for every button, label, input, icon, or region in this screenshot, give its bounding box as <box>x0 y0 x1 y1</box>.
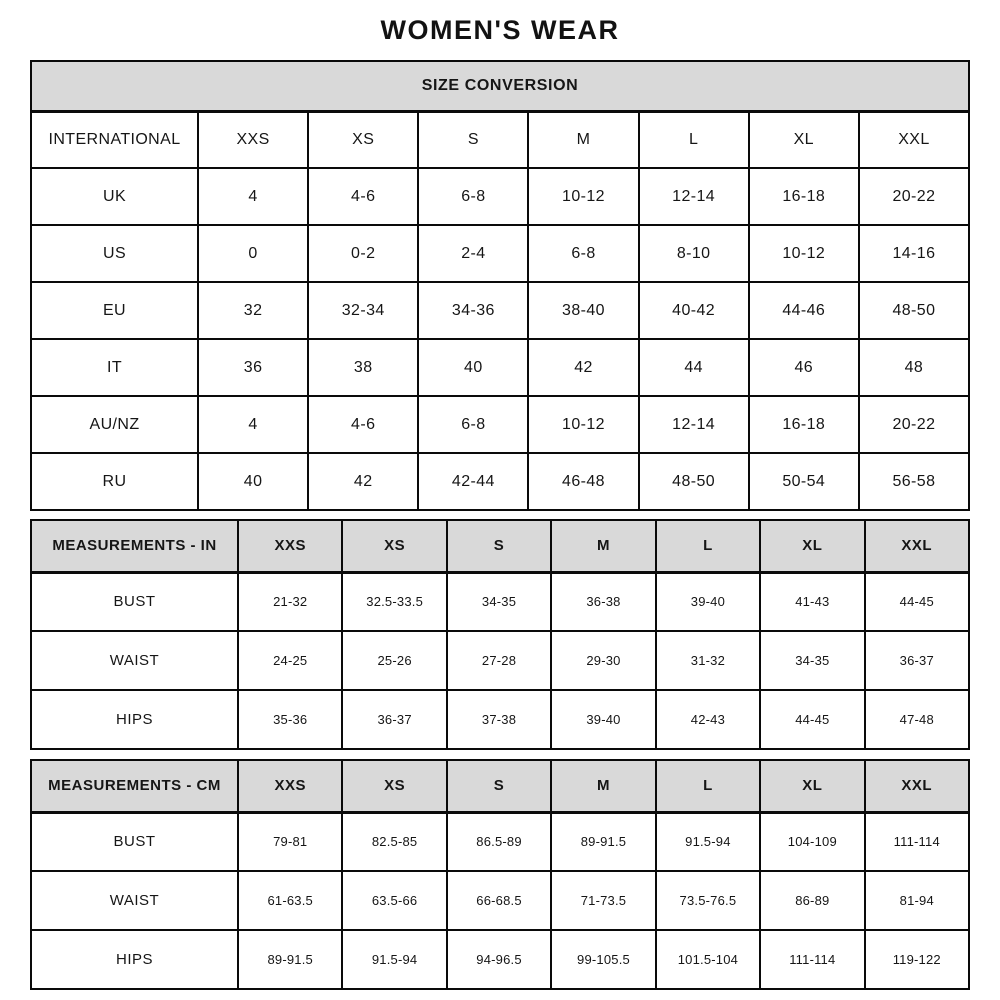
size-cell: 10-12 <box>749 225 859 282</box>
size-column-header: S <box>418 111 528 168</box>
table-row <box>31 631 969 690</box>
size-column-header: M <box>551 520 655 572</box>
row-label: BUST <box>31 812 238 871</box>
size-cell: 14-16 <box>859 225 969 282</box>
table-row <box>31 930 969 989</box>
size-cell: 0-2 <box>308 225 418 282</box>
size-cell: 48-50 <box>639 453 749 510</box>
size-column-header: XS <box>342 520 446 572</box>
row-label: RU <box>31 453 198 510</box>
size-cell: 48-50 <box>859 282 969 339</box>
size-cell: 4 <box>198 168 308 225</box>
measurements-in-table <box>30 519 970 750</box>
size-column-header: L <box>656 760 760 812</box>
size-column-header: L <box>656 520 760 572</box>
size-cell: 36-37 <box>865 631 969 690</box>
size-cell: 48 <box>859 339 969 396</box>
page-title: WOMEN'S WEAR <box>380 15 620 45</box>
size-cell: 61-63.5 <box>238 871 342 930</box>
row-label: BUST <box>31 572 238 631</box>
size-cell: 32.5-33.5 <box>342 572 446 631</box>
size-cell: 12-14 <box>639 168 749 225</box>
size-cell: 94-96.5 <box>447 930 551 989</box>
size-cell: 12-14 <box>639 396 749 453</box>
size-cell: 35-36 <box>238 690 342 749</box>
size-cell: 89-91.5 <box>238 930 342 989</box>
table-row <box>31 812 969 871</box>
size-column-header: XS <box>342 760 446 812</box>
size-header-row <box>31 111 969 168</box>
size-cell: 79-81 <box>238 812 342 871</box>
size-column-header: XXL <box>865 520 969 572</box>
size-cell: 42-43 <box>656 690 760 749</box>
table-row <box>31 396 969 453</box>
size-column-header: XL <box>749 111 859 168</box>
size-cell: 32-34 <box>308 282 418 339</box>
size-column-header: M <box>528 111 638 168</box>
size-cell: 29-30 <box>551 631 655 690</box>
size-cell: 34-35 <box>760 631 864 690</box>
size-column-header: XS <box>308 111 418 168</box>
table-row <box>31 225 969 282</box>
size-cell: 42 <box>528 339 638 396</box>
size-cell: 38-40 <box>528 282 638 339</box>
size-cell: 36-37 <box>342 690 446 749</box>
size-cell: 50-54 <box>749 453 859 510</box>
size-cell: 42-44 <box>418 453 528 510</box>
size-header-row <box>31 760 969 812</box>
size-cell: 47-48 <box>865 690 969 749</box>
size-cell: 44-46 <box>749 282 859 339</box>
size-cell: 10-12 <box>528 168 638 225</box>
size-cell: 73.5-76.5 <box>656 871 760 930</box>
size-cell: 34-36 <box>418 282 528 339</box>
row-label: HIPS <box>31 930 238 989</box>
size-cell: 99-105.5 <box>551 930 655 989</box>
size-cell: 32 <box>198 282 308 339</box>
size-cell: 119-122 <box>865 930 969 989</box>
size-column-header: M <box>551 760 655 812</box>
size-cell: 6-8 <box>418 396 528 453</box>
size-conversion-band-row <box>31 61 969 111</box>
size-column-header: XXS <box>198 111 308 168</box>
size-cell: 8-10 <box>639 225 749 282</box>
row-label: WAIST <box>31 631 238 690</box>
size-cell: 104-109 <box>760 812 864 871</box>
size-cell: 71-73.5 <box>551 871 655 930</box>
size-cell: 63.5-66 <box>342 871 446 930</box>
size-column-header: S <box>447 520 551 572</box>
size-column-header: XXS <box>238 520 342 572</box>
row-label: US <box>31 225 198 282</box>
size-cell: 2-4 <box>418 225 528 282</box>
size-cell: 89-91.5 <box>551 812 655 871</box>
size-cell: 16-18 <box>749 396 859 453</box>
size-cell: 37-38 <box>447 690 551 749</box>
size-cell: 20-22 <box>859 396 969 453</box>
size-cell: 44-45 <box>760 690 864 749</box>
size-column-header: XL <box>760 520 864 572</box>
size-cell: 42 <box>308 453 418 510</box>
size-cell: 46-48 <box>528 453 638 510</box>
size-cell: 36-38 <box>551 572 655 631</box>
table-row <box>31 871 969 930</box>
row-label: HIPS <box>31 690 238 749</box>
size-cell: 91.5-94 <box>342 930 446 989</box>
size-cell: 66-68.5 <box>447 871 551 930</box>
size-cell: 36 <box>198 339 308 396</box>
size-cell: 4-6 <box>308 396 418 453</box>
row-label: AU/NZ <box>31 396 198 453</box>
size-cell: 31-32 <box>656 631 760 690</box>
size-cell: 25-26 <box>342 631 446 690</box>
size-column-header: XL <box>760 760 864 812</box>
size-conversion-table <box>30 60 970 511</box>
measurements-cm-table <box>30 759 970 990</box>
table-row <box>31 572 969 631</box>
row-label: WAIST <box>31 871 238 930</box>
size-cell: 40-42 <box>639 282 749 339</box>
size-cell: 46 <box>749 339 859 396</box>
size-cell: 82.5-85 <box>342 812 446 871</box>
size-cell: 44 <box>639 339 749 396</box>
row-label: IT <box>31 339 198 396</box>
size-cell: 16-18 <box>749 168 859 225</box>
size-cell: 101.5-104 <box>656 930 760 989</box>
size-cell: 34-35 <box>447 572 551 631</box>
size-column-header: XXL <box>865 760 969 812</box>
size-cell: 24-25 <box>238 631 342 690</box>
size-cell: 21-32 <box>238 572 342 631</box>
size-cell: 4 <box>198 396 308 453</box>
size-cell: 44-45 <box>865 572 969 631</box>
size-cell: 86.5-89 <box>447 812 551 871</box>
size-cell: 41-43 <box>760 572 864 631</box>
size-cell: 56-58 <box>859 453 969 510</box>
size-cell: 6-8 <box>418 168 528 225</box>
size-cell: 4-6 <box>308 168 418 225</box>
size-cell: 10-12 <box>528 396 638 453</box>
table-label-cell: MEASUREMENTS - IN <box>31 520 238 572</box>
table-row <box>31 168 969 225</box>
size-cell: 20-22 <box>859 168 969 225</box>
table-label-cell: INTERNATIONAL <box>31 111 198 168</box>
size-cell: 0 <box>198 225 308 282</box>
size-column-header: L <box>639 111 749 168</box>
size-cell: 6-8 <box>528 225 638 282</box>
size-column-header: XXS <box>238 760 342 812</box>
size-cell: 81-94 <box>865 871 969 930</box>
table-label-cell: MEASUREMENTS - CM <box>31 760 238 812</box>
table-row <box>31 453 969 510</box>
row-label: EU <box>31 282 198 339</box>
size-cell: 91.5-94 <box>656 812 760 871</box>
table-row <box>31 690 969 749</box>
size-cell: 39-40 <box>656 572 760 631</box>
size-cell: 111-114 <box>760 930 864 989</box>
size-cell: 39-40 <box>551 690 655 749</box>
size-cell: 40 <box>198 453 308 510</box>
size-cell: 27-28 <box>447 631 551 690</box>
size-conversion-band-title: SIZE CONVERSION <box>31 61 969 111</box>
table-row <box>31 339 969 396</box>
size-cell: 86-89 <box>760 871 864 930</box>
table-row <box>31 282 969 339</box>
row-label: UK <box>31 168 198 225</box>
size-header-row <box>31 520 969 572</box>
size-cell: 38 <box>308 339 418 396</box>
size-cell: 111-114 <box>865 812 969 871</box>
size-column-header: XXL <box>859 111 969 168</box>
size-column-header: S <box>447 760 551 812</box>
size-cell: 40 <box>418 339 528 396</box>
